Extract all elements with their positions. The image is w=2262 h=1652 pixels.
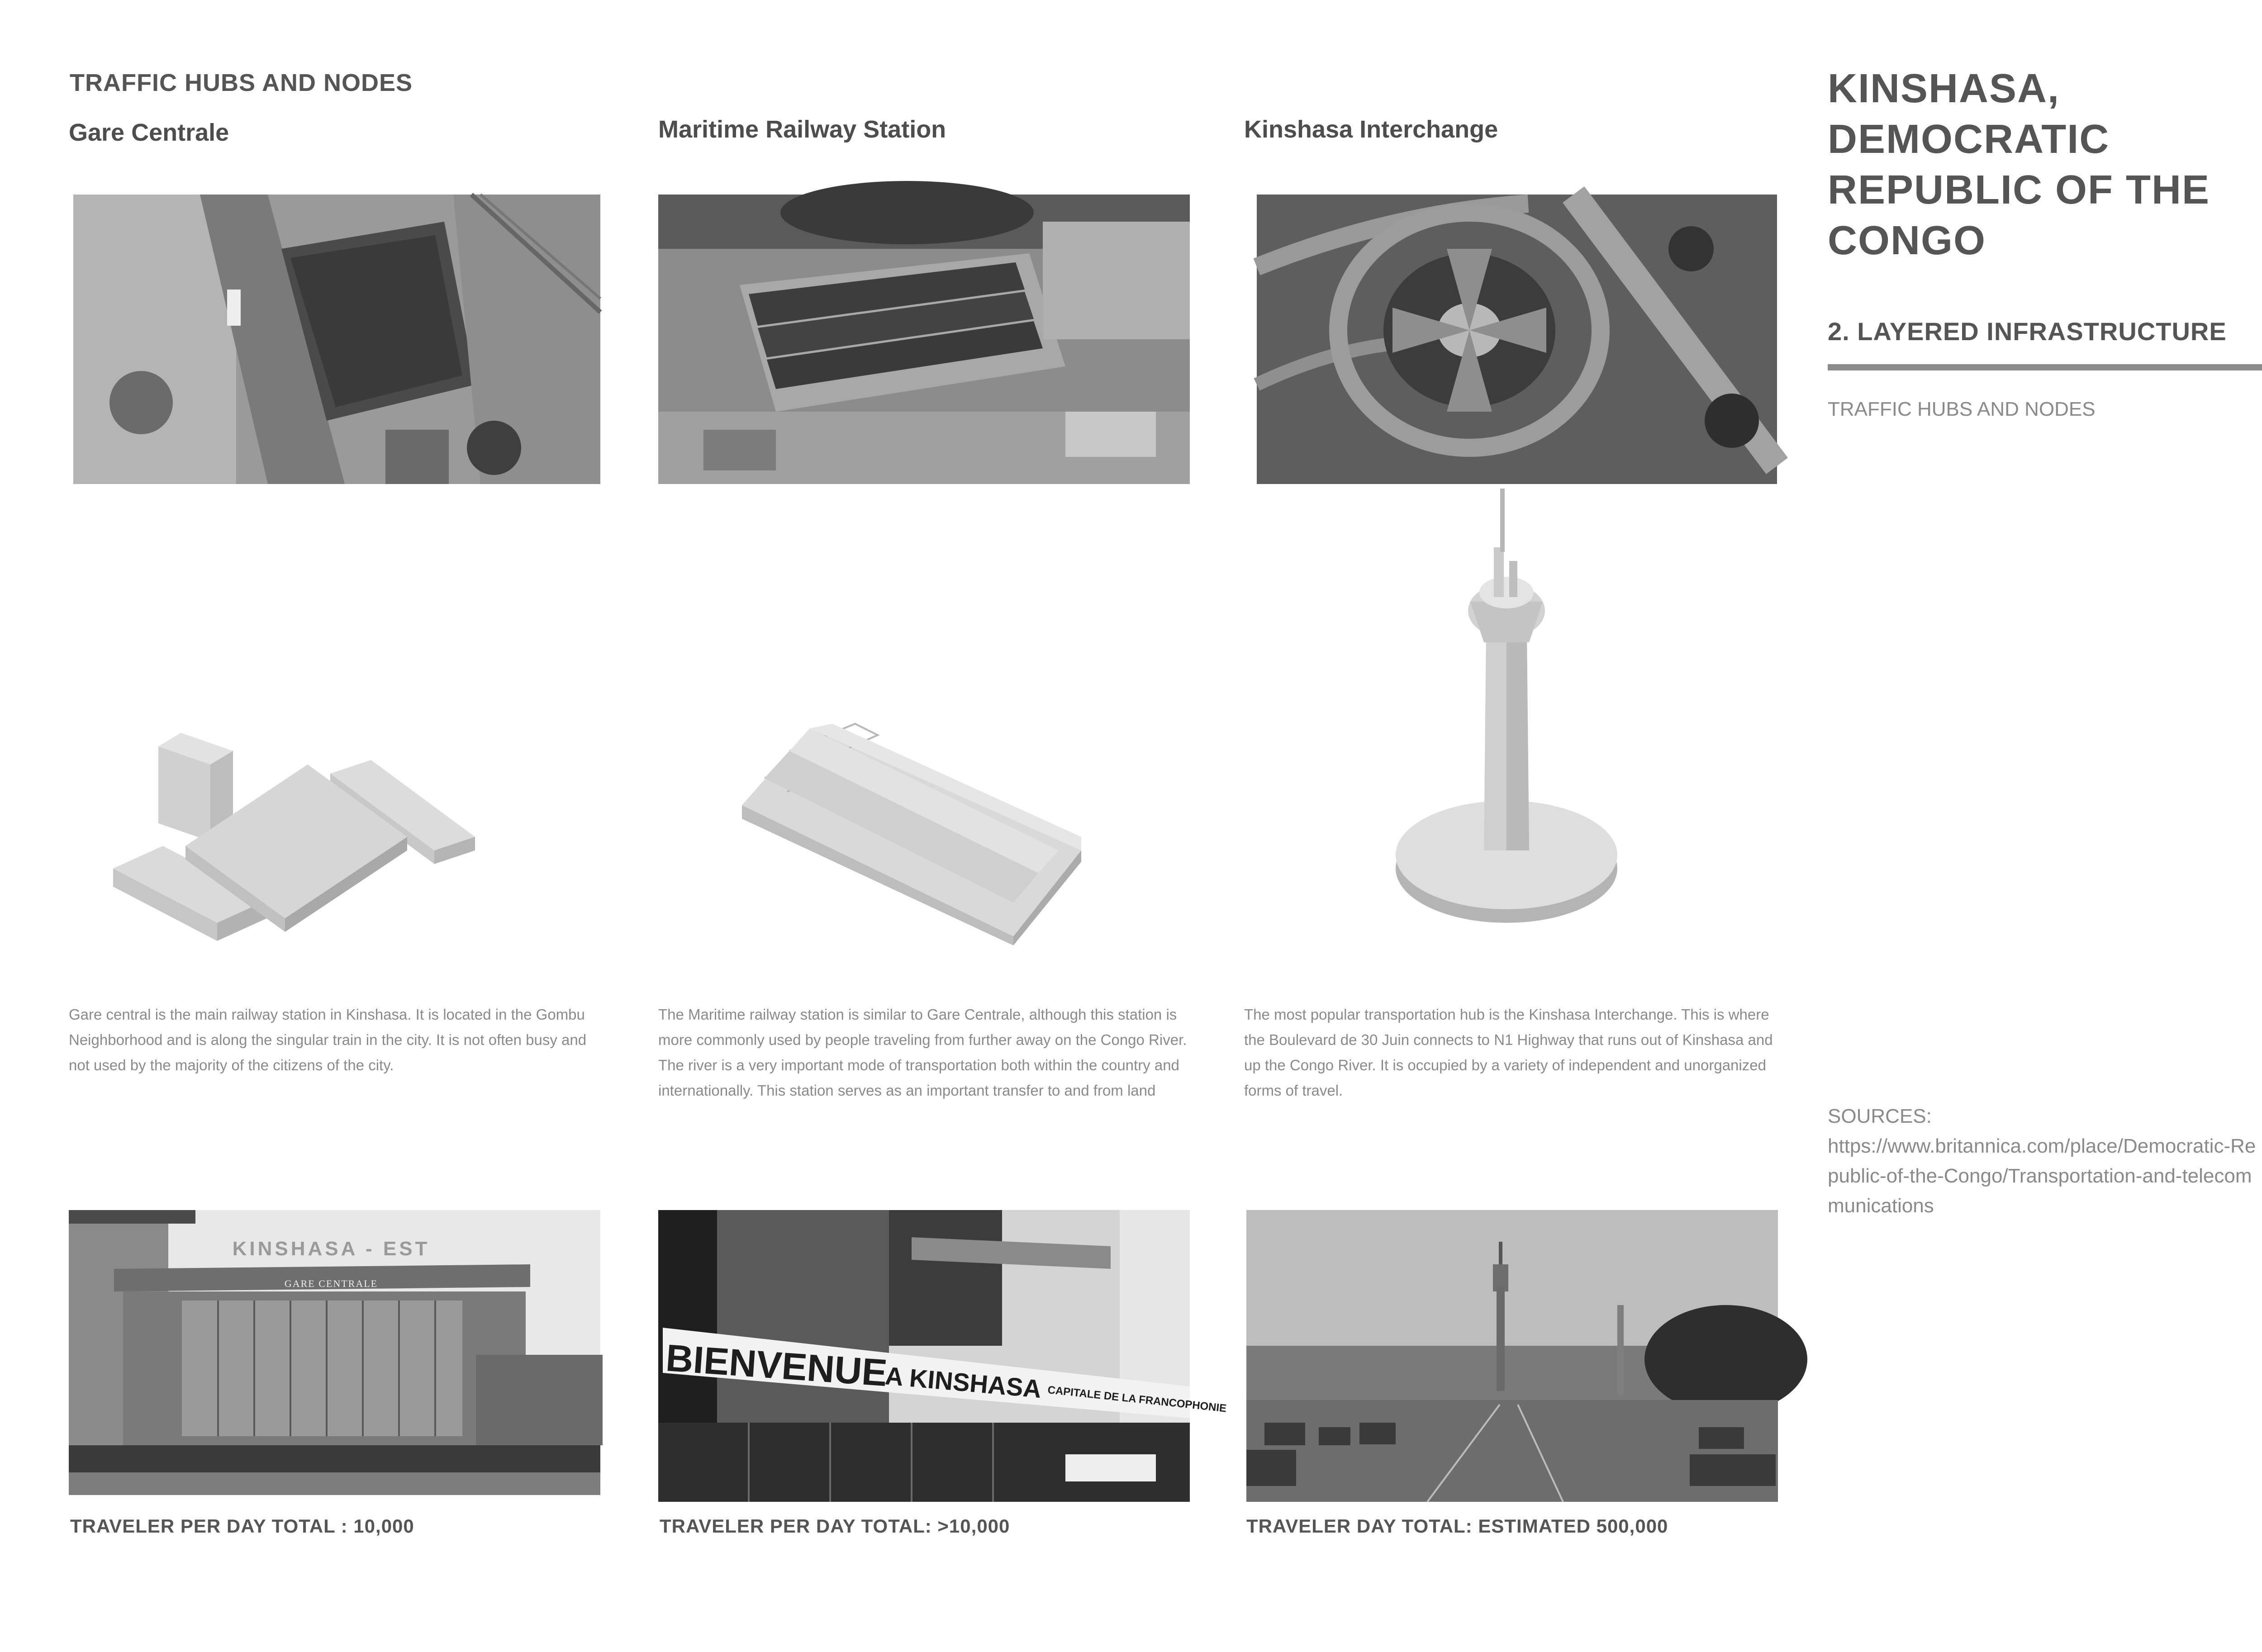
hub-title-gare-centrale: Gare Centrale	[69, 119, 229, 146]
sources-block	[1828, 1101, 2262, 1221]
sign-kinshasa-est: KINSHASA - EST	[232, 1238, 430, 1260]
page-title: KINSHASA, DEMOCRATIC REPUBLIC OF THE CONGO	[1828, 66, 2210, 263]
side-section-label: TRAFFIC HUBS AND NODES	[1828, 398, 2096, 420]
description-maritime-station: The Maritime railway station is similar to Gare Centrale, although this station is more commonly used by people traveling from further away on the Congo River. The river is a very important mode of transportation both within the country and internationally. This station serves as an important transfer to and from land	[658, 1006, 1187, 1099]
traveler-total-gare-centrale: TRAVELER PER DAY TOTAL : 10,000	[70, 1515, 414, 1537]
model-interchange-tower	[1393, 489, 1620, 927]
aerial-photo-maritime-station	[658, 195, 1190, 484]
hub-title-kinshasa-interchange: Kinshasa Interchange	[1244, 116, 1498, 143]
hub-title-maritime-station: Maritime Railway Station	[658, 116, 946, 143]
sign-bienvenue: BIENVENUE	[664, 1336, 889, 1395]
description-kinshasa-interchange: The most popular transportation hub is the Kinshasa Interchange. This is where the Boulevard de 30 Juin connects to N1 Highway that runs out of Kinshasa and up the Congo River. It is occupied by a variety of independent and unorganized forms of travel.	[1244, 1006, 1773, 1099]
aerial-photo-kinshasa-interchange	[1257, 195, 1777, 484]
street-photo-maritime-station	[658, 1210, 1227, 1502]
sign-gare-centrale: GARE CENTRALE	[284, 1278, 378, 1289]
sign-capitale: CAPITALE DE LA FRANCOPHONIE	[1047, 1384, 1227, 1415]
section-label: TRAFFIC HUBS AND NODES	[70, 69, 413, 96]
sources-label: SOURCES:	[1828, 1105, 1932, 1127]
street-photo-gare-centrale	[69, 1210, 600, 1495]
traveler-total-maritime-station: TRAVELER PER DAY TOTAL: >10,000	[660, 1515, 1010, 1537]
street-photo-kinshasa-interchange	[1246, 1210, 1778, 1502]
description-gare-centrale: Gare central is the main railway station in Kinshasa. It is located in the Gombu Neighborhood and is along the singular train in the city. It is not often busy and not used by the majority of the citizens of the city.	[69, 1006, 587, 1073]
traveler-total-kinshasa-interchange: TRAVELER DAY TOTAL: ESTIMATED 500,000	[1246, 1515, 1668, 1537]
model-gare-centrale	[109, 733, 480, 945]
title-divider	[1828, 364, 2262, 370]
sources-link[interactable]: https://www.britannica.com/place/Democratic-Republic-of-the-Congo/Transportation-and-telecommunications	[1828, 1135, 2256, 1217]
aerial-photo-gare-centrale	[73, 195, 600, 484]
page-subtitle: 2. LAYERED INFRASTRUCTURE	[1828, 317, 2227, 346]
model-maritime-station	[737, 724, 1081, 945]
sign-a-kinshasa: A KINSHASA	[884, 1361, 1043, 1404]
